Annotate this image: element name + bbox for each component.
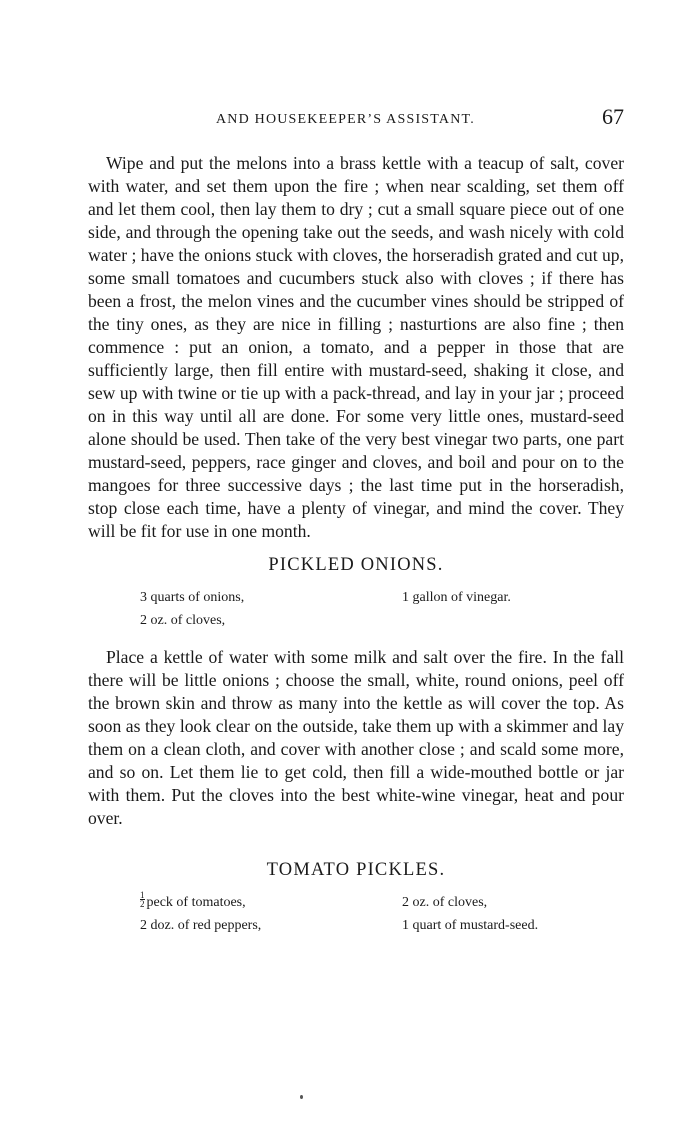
tomato-pickles-heading: TOMATO PICKLES. xyxy=(266,860,446,880)
ingredient-item: 2 oz. of cloves, xyxy=(402,895,488,910)
running-title: AND HOUSEKEEPER’S ASSISTANT. xyxy=(216,112,475,127)
pickled-onions-ingredients xyxy=(140,586,624,632)
mango-recipe-paragraph: Wipe and put the melons into a brass kettle with a teacup of salt, cover with water, and set them upon the fire ; when near scalding, set them off and let them cool, then lay them to dry ; cut a small square piece out of one side, and through the opening take out the seeds, and wash nicely with cold water ; have the onions stuck with cloves, the horseradish grated and cut up, some small tomatoes and cucumbers stuck also with cloves ; if there has been a frost, the melon vines and the cucumber vines should be stripped of the tiny ones, as they are nice in filling ; nasturtions are also fine ; then commence : put an onion, a tomato, and a pepper in those that are sufficiently large, then fill entire with mustard-seed, shaking it close, and sew up with twine or tie up with a pack-thread, and lay in your jar ; proceed on in this way until all are done. For some very little ones, mustard-seed alone should be used. Then take of the very best vinegar two parts, one part mustard-seed, peppers, race ginger and cloves, and boil and pour on to the mangoes for three successive days ; the last time put in the horseradish, stop close each time, have a plenty of vinegar, and mind the cover. They will be fit for use in one month. xyxy=(88,153,624,541)
ingredient-item: 2 doz. of red peppers, xyxy=(140,918,262,933)
tomato-pickles-ingredients xyxy=(140,891,624,937)
running-head xyxy=(88,104,624,138)
fraction-numerator: 1 xyxy=(140,890,145,900)
ingredient-item xyxy=(140,891,402,914)
ingredient-text: peck of tomatoes, xyxy=(146,895,246,910)
page-number: 67 xyxy=(602,104,624,129)
pickled-onions-method: Place a kettle of water with some milk and salt over the fire. In the fall there will be little onions ; choose the small, white, round onions, peel off the brown skin and throw as many into the kettle as will cover the top. As soon as they look clear on the outside, take them up with a skimmer and lay them on a clean cloth, and cover with another close ; and scald some more, and so on. Let them lie to get cold, then fill a wide-mouthed bottle or jar with them. Put the cloves into the best white-wine vinegar, heat and pour over. xyxy=(88,647,624,828)
ingredient-item: 1 quart of mustard-seed. xyxy=(402,918,539,933)
fraction-denominator: 2 xyxy=(140,899,145,909)
ingredient-item: 1 gallon of vinegar. xyxy=(402,590,511,605)
half-fraction xyxy=(140,891,145,908)
pickled-onions-heading: PICKLED ONIONS. xyxy=(268,555,444,575)
book-page xyxy=(88,104,624,937)
ink-speck xyxy=(300,1095,303,1099)
ingredient-item: 3 quarts of onions, xyxy=(140,590,245,605)
ingredient-item: 2 oz. of cloves, xyxy=(140,613,226,628)
